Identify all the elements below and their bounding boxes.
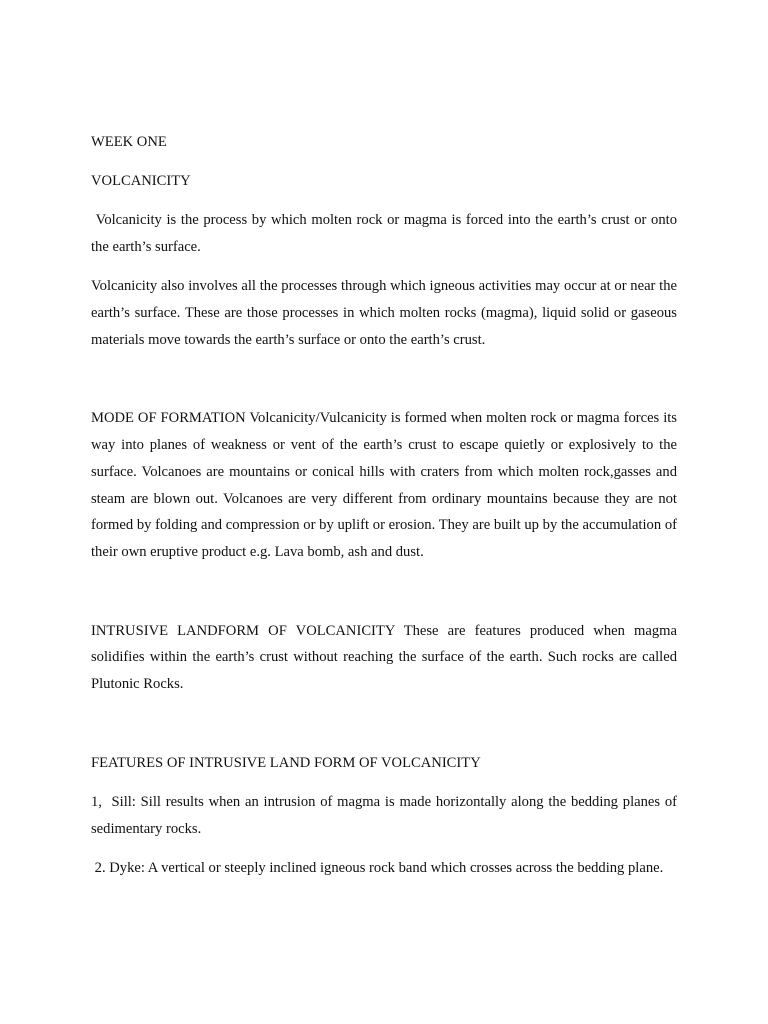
mode-of-formation-paragraph: MODE OF FORMATION Volcanicity/Vulcanicity is formed when molten rock or magma forces its way into planes of weakness or vent of the earth’s crust to escape quietly or explosively to the surface. Volcanoes are mountains or conical hills with craters from which molten rock,gasses and steam are blown out. Volcanoes are very different from ordinary mountains because they are not formed by folding and compression or by uplift or erosion. They are built up by the accumulation of their own eruptive product e.g. Lava bomb, ash and dust. <box>91 410 677 560</box>
topic-heading: VOLCANICITY <box>91 173 191 190</box>
intrusive-landform-paragraph: INTRUSIVE LANDFORM OF VOLCANICITY These are features produced when magma solidifies within the earth’s crust without reaching the surface of the earth. Such rocks are called Plutonic Rocks. <box>91 622 677 693</box>
features-heading: FEATURES OF INTRUSIVE LAND FORM OF VOLCANICITY <box>91 754 481 771</box>
sill-list-item: 1, Sill: Sill results when an intrusion of magma is made horizontally along the bedding planes of sedimentary rocks. <box>91 793 681 837</box>
spacer <box>91 776 677 789</box>
intro-paragraph: Volcanicity is the process by which molten rock or magma is forced into the earth’s crust or onto the earth’s surface. <box>91 212 681 256</box>
week-heading: WEEK ONE <box>91 134 167 150</box>
spacer <box>91 566 677 618</box>
spacer <box>91 353 677 405</box>
spacer <box>91 261 677 274</box>
spacer <box>91 156 677 169</box>
spacer <box>91 698 677 750</box>
dyke-list-item: 2. Dyke: A vertical or steeply inclined igneous rock band which crosses across the bedding plane. <box>91 860 664 877</box>
involves-paragraph: Volcanicity also involves all the processes through which igneous activities may occur at or near the earth’s surface. These are those processes in which molten rocks (magma), liquid solid or gaseous materials move towards the earth’s surface or onto the earth’s crust. <box>91 278 677 348</box>
document-body <box>91 129 681 882</box>
spacer <box>91 195 677 208</box>
spacer <box>91 842 677 855</box>
